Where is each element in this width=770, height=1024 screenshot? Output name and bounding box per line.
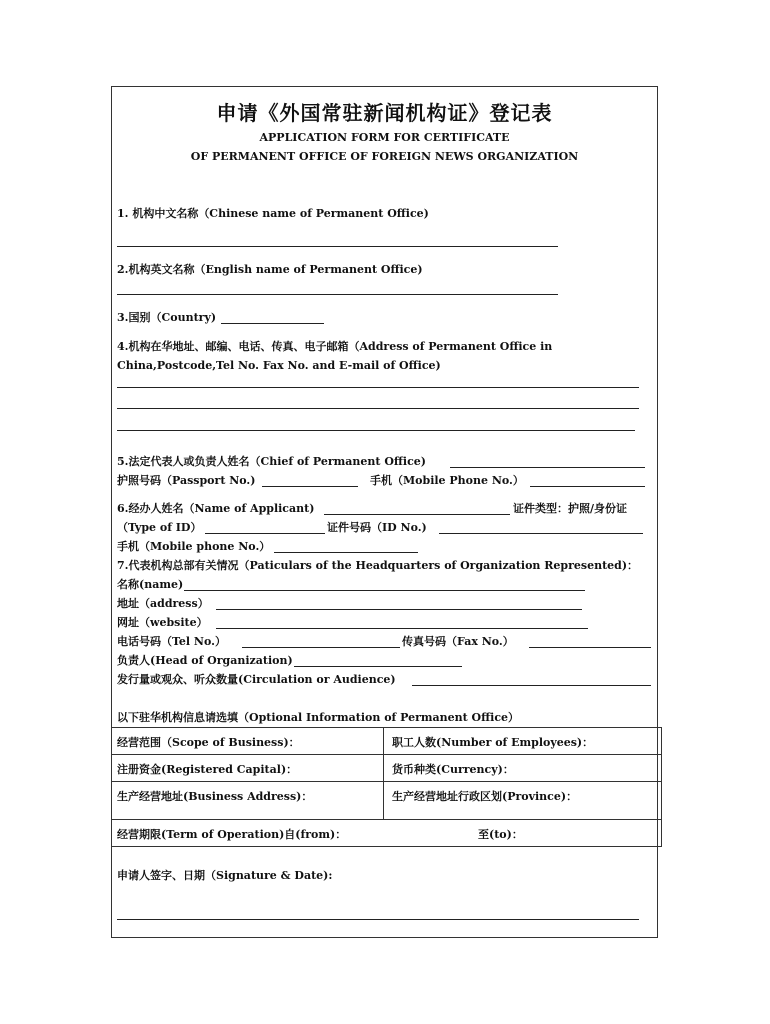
hq-circulation-label: 发行量或观众、听众数量(Circulation or Audience) xyxy=(117,673,396,686)
form-title: 申请《外国常驻新闻机构证》登记表 xyxy=(216,101,553,125)
country-field[interactable] xyxy=(221,323,324,324)
application-form xyxy=(111,86,658,938)
office-address-label-line2: China,Postcode,Tel No. Fax No. and E-mail of Office) xyxy=(117,359,441,372)
business-address-cell[interactable]: 生产经营地址(Business Address)： xyxy=(117,790,313,803)
hq-head-label: 负责人(Head of Organization) xyxy=(117,654,293,667)
applicant-mobile-label: 手机（Mobile phone No.） xyxy=(117,540,271,553)
optional-info-heading: 以下驻华机构信息请选填（Optional Information of Permanent Office） xyxy=(117,711,520,724)
hq-name-field[interactable] xyxy=(184,590,585,591)
country-label: 3.国别（Country) xyxy=(117,311,217,324)
hq-address-label: 地址（address） xyxy=(117,597,209,610)
english-name-label: 2.机构英文名称（English name of Permanent Office) xyxy=(117,263,423,276)
optional-info-table xyxy=(112,727,663,847)
term-from-cell[interactable]: 经营期限(Term of Operation)自(from)： xyxy=(117,828,347,841)
table-line-row3 xyxy=(111,819,662,820)
office-address-field-1[interactable] xyxy=(117,387,639,388)
chief-mobile-label: 手机（Mobile Phone No.） xyxy=(370,474,524,487)
hq-fax-label: 传真号码（Fax No.） xyxy=(402,635,514,648)
hq-head-field[interactable] xyxy=(294,666,462,667)
table-line-left xyxy=(111,727,112,847)
applicant-mobile-field[interactable] xyxy=(274,552,418,553)
hq-fax-field[interactable] xyxy=(529,647,651,648)
chief-mobile-field[interactable] xyxy=(530,486,645,487)
table-line-top xyxy=(111,727,662,728)
province-cell[interactable]: 生产经营地址行政区划(Province)： xyxy=(392,790,578,803)
hq-website-label: 网址（website） xyxy=(117,616,208,629)
registered-capital-cell[interactable]: 注册资金(Registered Capital)： xyxy=(117,763,298,776)
hq-website-field[interactable] xyxy=(216,628,588,629)
office-address-field-3[interactable] xyxy=(117,430,635,431)
id-number-field[interactable] xyxy=(439,533,643,534)
hq-address-field[interactable] xyxy=(216,609,582,610)
form-subtitle-line2: OF PERMANENT OFFICE OF FOREIGN NEWS ORGANIZATION xyxy=(190,150,579,163)
chief-passport-label: 护照号码（Passport No.) xyxy=(117,474,256,487)
table-line-row2 xyxy=(111,781,662,782)
hq-circulation-field[interactable] xyxy=(412,685,651,686)
applicant-name-field[interactable] xyxy=(324,514,510,515)
headquarters-heading: 7.代表机构总部有关情况（Paticulars of the Headquarters of Organization Represented)： xyxy=(117,559,639,572)
term-to-cell[interactable]: 至(to)： xyxy=(478,828,523,841)
english-name-field[interactable] xyxy=(117,294,558,295)
table-line-right xyxy=(661,727,662,847)
form-subtitle-line1: APPLICATION FORM FOR CERTIFICATE xyxy=(259,131,510,144)
table-line-middle xyxy=(383,727,384,819)
chinese-name-field[interactable] xyxy=(117,246,558,247)
id-number-label: 证件号码（ID No.) xyxy=(327,521,427,534)
hq-tel-field[interactable] xyxy=(242,647,400,648)
office-address-field-2[interactable] xyxy=(117,408,639,409)
scope-of-business-cell[interactable]: 经营范围（Scope of Business)： xyxy=(117,736,300,749)
signature-label: 申请人签字、日期（Signature & Date): xyxy=(117,869,333,882)
applicant-name-label: 6.经办人姓名（Name of Applicant) xyxy=(117,502,315,515)
signature-field[interactable] xyxy=(117,919,639,920)
type-of-id-label: （Type of ID） xyxy=(117,521,202,534)
table-line-bottom xyxy=(111,846,662,847)
hq-name-label: 名称(name) xyxy=(117,578,184,591)
hq-tel-label: 电话号码（Tel No.） xyxy=(117,635,226,648)
currency-cell[interactable]: 货币种类(Currency)： xyxy=(392,763,514,776)
chief-passport-field[interactable] xyxy=(262,486,358,487)
id-type-label: 证件类型：护照/身份证 xyxy=(513,502,628,515)
chinese-name-label: 1. 机构中文名称（Chinese name of Permanent Office) xyxy=(117,207,429,220)
chief-name-field[interactable] xyxy=(450,467,645,468)
number-of-employees-cell[interactable]: 职工人数(Number of Employees)： xyxy=(392,736,594,749)
chief-name-label: 5.法定代表人或负责人姓名（Chief of Permanent Office) xyxy=(117,455,427,468)
office-address-label-line1: 4.机构在华地址、邮编、电话、传真、电子邮箱（Address of Permanent Office in xyxy=(117,340,553,353)
type-of-id-field[interactable] xyxy=(205,533,325,534)
table-line-row1 xyxy=(111,754,662,755)
